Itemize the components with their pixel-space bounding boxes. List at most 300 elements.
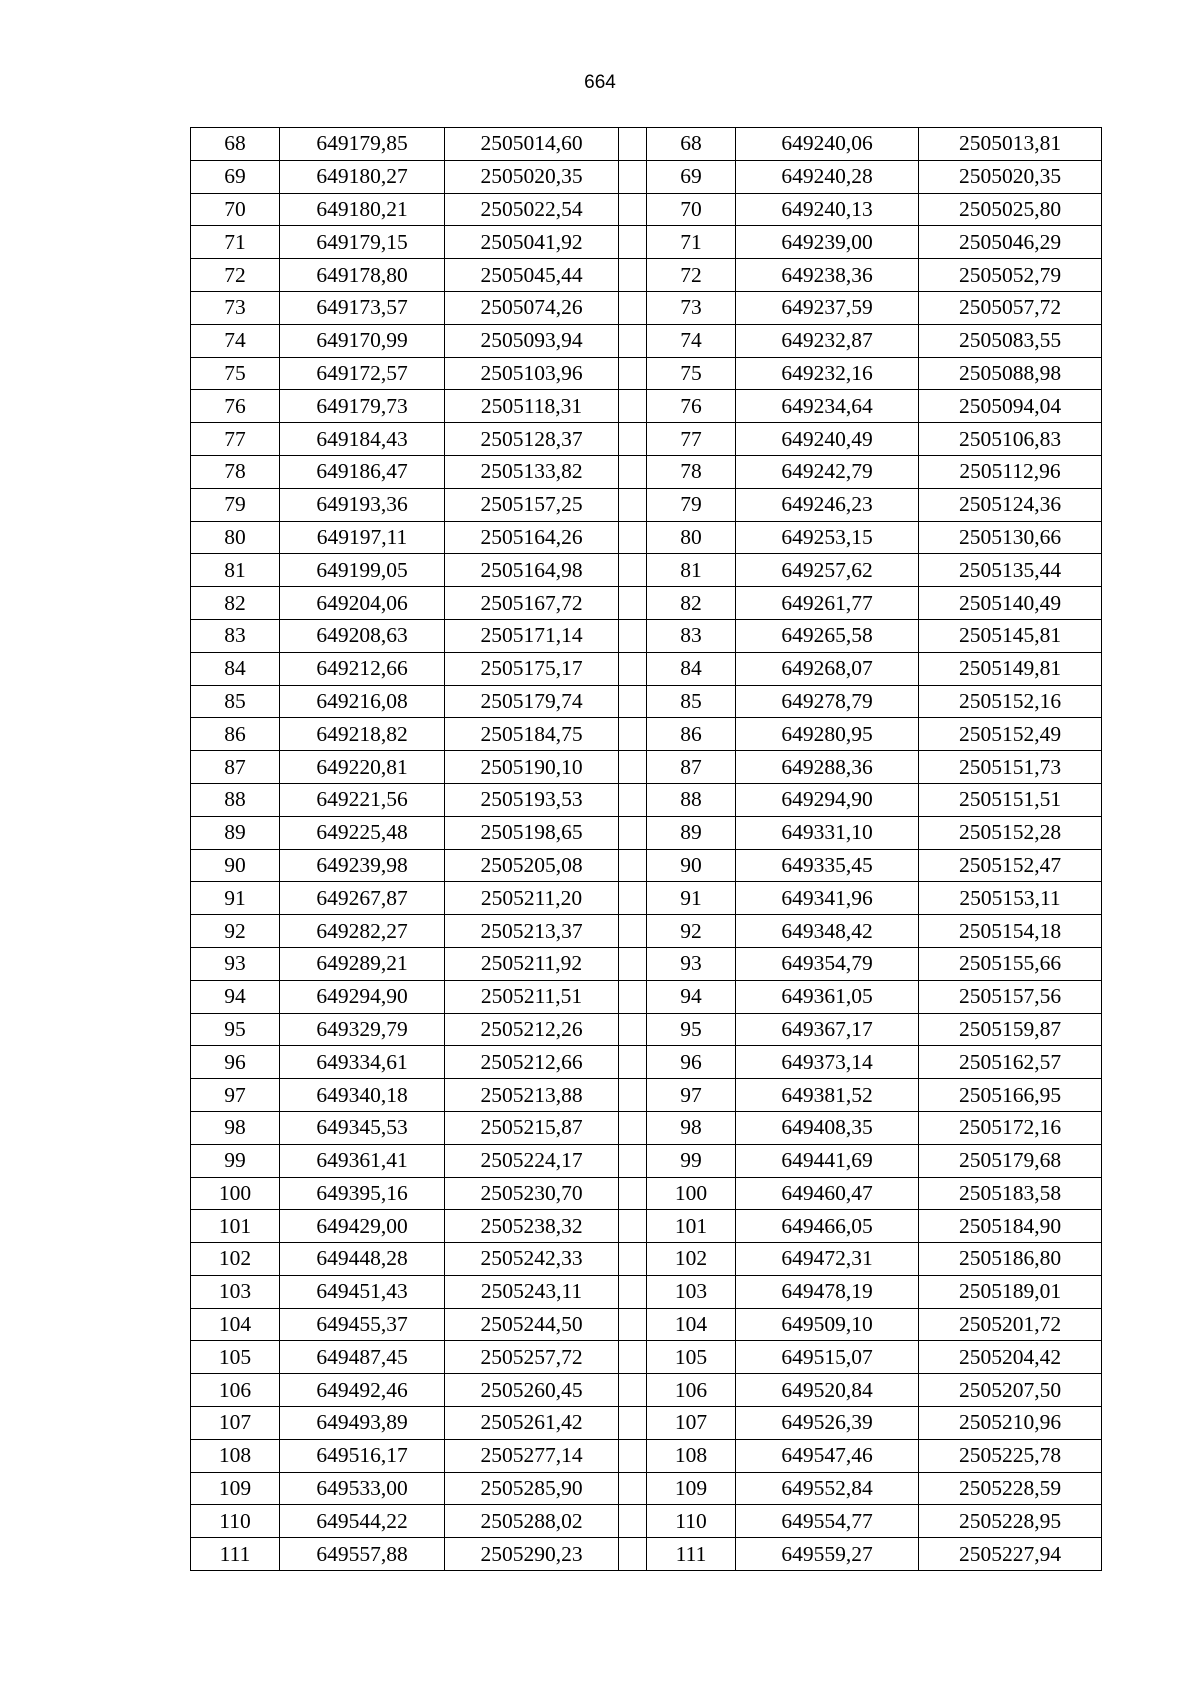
right-point-number: 69 xyxy=(647,160,736,193)
table-row xyxy=(191,488,1102,521)
left-y-coordinate: 2505242,33 xyxy=(445,1243,619,1276)
left-y-coordinate: 2505257,72 xyxy=(445,1341,619,1374)
right-x-coordinate: 649232,16 xyxy=(736,357,919,390)
left-x-coordinate: 649239,98 xyxy=(280,849,445,882)
separator-cell xyxy=(619,1144,647,1177)
left-point-number: 93 xyxy=(191,947,280,980)
left-x-coordinate: 649516,17 xyxy=(280,1439,445,1472)
separator-cell xyxy=(619,455,647,488)
left-point-number: 97 xyxy=(191,1079,280,1112)
left-x-coordinate: 649533,00 xyxy=(280,1472,445,1505)
right-x-coordinate: 649240,28 xyxy=(736,160,919,193)
left-point-number: 83 xyxy=(191,619,280,652)
table-row xyxy=(191,1079,1102,1112)
separator-cell xyxy=(619,226,647,259)
right-point-number: 108 xyxy=(647,1439,736,1472)
right-x-coordinate: 649361,05 xyxy=(736,980,919,1013)
left-point-number: 72 xyxy=(191,259,280,292)
separator-cell xyxy=(619,685,647,718)
right-x-coordinate: 649240,49 xyxy=(736,423,919,456)
separator-cell xyxy=(619,980,647,1013)
right-x-coordinate: 649268,07 xyxy=(736,652,919,685)
table-row xyxy=(191,1538,1102,1571)
right-point-number: 103 xyxy=(647,1275,736,1308)
left-y-coordinate: 2505260,45 xyxy=(445,1374,619,1407)
left-y-coordinate: 2505074,26 xyxy=(445,291,619,324)
right-point-number: 79 xyxy=(647,488,736,521)
coordinates-table xyxy=(190,127,1102,1571)
left-y-coordinate: 2505175,17 xyxy=(445,652,619,685)
left-y-coordinate: 2505211,92 xyxy=(445,947,619,980)
separator-cell xyxy=(619,1046,647,1079)
left-point-number: 105 xyxy=(191,1341,280,1374)
right-x-coordinate: 649408,35 xyxy=(736,1111,919,1144)
right-x-coordinate: 649261,77 xyxy=(736,587,919,620)
right-y-coordinate: 2505135,44 xyxy=(919,554,1102,587)
left-y-coordinate: 2505243,11 xyxy=(445,1275,619,1308)
right-x-coordinate: 649238,36 xyxy=(736,259,919,292)
left-y-coordinate: 2505288,02 xyxy=(445,1505,619,1538)
left-y-coordinate: 2505212,66 xyxy=(445,1046,619,1079)
left-point-number: 77 xyxy=(191,423,280,456)
right-point-number: 70 xyxy=(647,193,736,226)
left-x-coordinate: 649197,11 xyxy=(280,521,445,554)
right-y-coordinate: 2505112,96 xyxy=(919,455,1102,488)
right-y-coordinate: 2505046,29 xyxy=(919,226,1102,259)
right-x-coordinate: 649288,36 xyxy=(736,751,919,784)
right-point-number: 107 xyxy=(647,1407,736,1440)
right-y-coordinate: 2505166,95 xyxy=(919,1079,1102,1112)
left-y-coordinate: 2505205,08 xyxy=(445,849,619,882)
table-row xyxy=(191,390,1102,423)
left-point-number: 84 xyxy=(191,652,280,685)
right-y-coordinate: 2505151,51 xyxy=(919,783,1102,816)
table-row xyxy=(191,193,1102,226)
separator-cell xyxy=(619,882,647,915)
left-x-coordinate: 649180,27 xyxy=(280,160,445,193)
right-y-coordinate: 2505155,66 xyxy=(919,947,1102,980)
table-row xyxy=(191,1341,1102,1374)
left-y-coordinate: 2505118,31 xyxy=(445,390,619,423)
right-y-coordinate: 2505152,28 xyxy=(919,816,1102,849)
right-y-coordinate: 2505207,50 xyxy=(919,1374,1102,1407)
right-x-coordinate: 649348,42 xyxy=(736,915,919,948)
right-point-number: 90 xyxy=(647,849,736,882)
left-y-coordinate: 2505133,82 xyxy=(445,455,619,488)
left-y-coordinate: 2505184,75 xyxy=(445,718,619,751)
left-point-number: 95 xyxy=(191,1013,280,1046)
table-row xyxy=(191,1210,1102,1243)
left-x-coordinate: 649179,73 xyxy=(280,390,445,423)
right-y-coordinate: 2505154,18 xyxy=(919,915,1102,948)
left-y-coordinate: 2505213,37 xyxy=(445,915,619,948)
left-x-coordinate: 649487,45 xyxy=(280,1341,445,1374)
left-y-coordinate: 2505261,42 xyxy=(445,1407,619,1440)
table-row xyxy=(191,980,1102,1013)
left-x-coordinate: 649429,00 xyxy=(280,1210,445,1243)
table-row xyxy=(191,685,1102,718)
right-x-coordinate: 649237,59 xyxy=(736,291,919,324)
right-y-coordinate: 2505228,95 xyxy=(919,1505,1102,1538)
table-row xyxy=(191,1439,1102,1472)
table-row xyxy=(191,1505,1102,1538)
right-x-coordinate: 649472,31 xyxy=(736,1243,919,1276)
table-row xyxy=(191,1308,1102,1341)
left-y-coordinate: 2505285,90 xyxy=(445,1472,619,1505)
table-row xyxy=(191,1111,1102,1144)
right-point-number: 76 xyxy=(647,390,736,423)
separator-cell xyxy=(619,291,647,324)
right-point-number: 94 xyxy=(647,980,736,1013)
table-row xyxy=(191,1374,1102,1407)
left-y-coordinate: 2505277,14 xyxy=(445,1439,619,1472)
left-point-number: 96 xyxy=(191,1046,280,1079)
right-x-coordinate: 649239,00 xyxy=(736,226,919,259)
right-y-coordinate: 2505145,81 xyxy=(919,619,1102,652)
left-x-coordinate: 649193,36 xyxy=(280,488,445,521)
separator-cell xyxy=(619,554,647,587)
left-point-number: 101 xyxy=(191,1210,280,1243)
left-point-number: 110 xyxy=(191,1505,280,1538)
left-point-number: 111 xyxy=(191,1538,280,1571)
right-y-coordinate: 2505183,58 xyxy=(919,1177,1102,1210)
right-point-number: 93 xyxy=(647,947,736,980)
left-x-coordinate: 649289,21 xyxy=(280,947,445,980)
left-y-coordinate: 2505128,37 xyxy=(445,423,619,456)
table-row xyxy=(191,554,1102,587)
right-y-coordinate: 2505152,47 xyxy=(919,849,1102,882)
table-row xyxy=(191,128,1102,161)
right-point-number: 85 xyxy=(647,685,736,718)
right-y-coordinate: 2505057,72 xyxy=(919,291,1102,324)
left-x-coordinate: 649208,63 xyxy=(280,619,445,652)
table-row xyxy=(191,226,1102,259)
right-x-coordinate: 649373,14 xyxy=(736,1046,919,1079)
right-point-number: 82 xyxy=(647,587,736,620)
table-row xyxy=(191,718,1102,751)
right-x-coordinate: 649341,96 xyxy=(736,882,919,915)
left-point-number: 88 xyxy=(191,783,280,816)
right-x-coordinate: 649466,05 xyxy=(736,1210,919,1243)
right-x-coordinate: 649367,17 xyxy=(736,1013,919,1046)
right-x-coordinate: 649441,69 xyxy=(736,1144,919,1177)
right-y-coordinate: 2505130,66 xyxy=(919,521,1102,554)
left-y-coordinate: 2505020,35 xyxy=(445,160,619,193)
left-point-number: 99 xyxy=(191,1144,280,1177)
table-row xyxy=(191,1046,1102,1079)
right-x-coordinate: 649554,77 xyxy=(736,1505,919,1538)
table-row xyxy=(191,947,1102,980)
separator-cell xyxy=(619,1243,647,1276)
separator-cell xyxy=(619,423,647,456)
separator-cell xyxy=(619,1472,647,1505)
separator-cell xyxy=(619,521,647,554)
right-y-coordinate: 2505052,79 xyxy=(919,259,1102,292)
right-point-number: 80 xyxy=(647,521,736,554)
separator-cell xyxy=(619,1308,647,1341)
right-point-number: 100 xyxy=(647,1177,736,1210)
left-y-coordinate: 2505190,10 xyxy=(445,751,619,784)
left-x-coordinate: 649294,90 xyxy=(280,980,445,1013)
left-point-number: 74 xyxy=(191,324,280,357)
right-y-coordinate: 2505088,98 xyxy=(919,357,1102,390)
separator-cell xyxy=(619,619,647,652)
left-point-number: 98 xyxy=(191,1111,280,1144)
separator-cell xyxy=(619,816,647,849)
right-point-number: 86 xyxy=(647,718,736,751)
separator-cell xyxy=(619,488,647,521)
right-x-coordinate: 649240,13 xyxy=(736,193,919,226)
left-x-coordinate: 649267,87 xyxy=(280,882,445,915)
left-point-number: 78 xyxy=(191,455,280,488)
left-y-coordinate: 2505014,60 xyxy=(445,128,619,161)
left-x-coordinate: 649172,57 xyxy=(280,357,445,390)
separator-cell xyxy=(619,1538,647,1571)
right-y-coordinate: 2505201,72 xyxy=(919,1308,1102,1341)
right-point-number: 95 xyxy=(647,1013,736,1046)
left-x-coordinate: 649492,46 xyxy=(280,1374,445,1407)
right-point-number: 77 xyxy=(647,423,736,456)
right-y-coordinate: 2505227,94 xyxy=(919,1538,1102,1571)
left-point-number: 76 xyxy=(191,390,280,423)
right-point-number: 109 xyxy=(647,1472,736,1505)
table-row xyxy=(191,357,1102,390)
left-point-number: 79 xyxy=(191,488,280,521)
separator-cell xyxy=(619,1079,647,1112)
right-point-number: 92 xyxy=(647,915,736,948)
right-x-coordinate: 649257,62 xyxy=(736,554,919,587)
right-x-coordinate: 649354,79 xyxy=(736,947,919,980)
separator-cell xyxy=(619,1374,647,1407)
left-x-coordinate: 649225,48 xyxy=(280,816,445,849)
table-row xyxy=(191,751,1102,784)
left-point-number: 89 xyxy=(191,816,280,849)
table-row xyxy=(191,455,1102,488)
right-point-number: 73 xyxy=(647,291,736,324)
right-point-number: 97 xyxy=(647,1079,736,1112)
left-x-coordinate: 649180,21 xyxy=(280,193,445,226)
left-point-number: 91 xyxy=(191,882,280,915)
right-x-coordinate: 649331,10 xyxy=(736,816,919,849)
table-row xyxy=(191,619,1102,652)
table-row xyxy=(191,1407,1102,1440)
separator-cell xyxy=(619,1111,647,1144)
left-y-coordinate: 2505093,94 xyxy=(445,324,619,357)
right-point-number: 102 xyxy=(647,1243,736,1276)
table-row xyxy=(191,1144,1102,1177)
right-point-number: 99 xyxy=(647,1144,736,1177)
separator-cell xyxy=(619,1275,647,1308)
right-x-coordinate: 649547,46 xyxy=(736,1439,919,1472)
left-x-coordinate: 649220,81 xyxy=(280,751,445,784)
left-point-number: 103 xyxy=(191,1275,280,1308)
right-point-number: 101 xyxy=(647,1210,736,1243)
right-point-number: 104 xyxy=(647,1308,736,1341)
page-number: 664 xyxy=(584,72,616,93)
left-x-coordinate: 649544,22 xyxy=(280,1505,445,1538)
left-y-coordinate: 2505171,14 xyxy=(445,619,619,652)
left-x-coordinate: 649212,66 xyxy=(280,652,445,685)
coordinates-table-body xyxy=(191,128,1102,1571)
separator-cell xyxy=(619,390,647,423)
right-point-number: 91 xyxy=(647,882,736,915)
left-x-coordinate: 649179,85 xyxy=(280,128,445,161)
right-y-coordinate: 2505152,16 xyxy=(919,685,1102,718)
separator-cell xyxy=(619,652,647,685)
left-point-number: 87 xyxy=(191,751,280,784)
left-y-coordinate: 2505211,20 xyxy=(445,882,619,915)
left-x-coordinate: 649361,41 xyxy=(280,1144,445,1177)
right-y-coordinate: 2505124,36 xyxy=(919,488,1102,521)
table-row xyxy=(191,1472,1102,1505)
left-x-coordinate: 649199,05 xyxy=(280,554,445,587)
left-point-number: 73 xyxy=(191,291,280,324)
table-row xyxy=(191,915,1102,948)
table-row xyxy=(191,160,1102,193)
left-point-number: 90 xyxy=(191,849,280,882)
separator-cell xyxy=(619,947,647,980)
left-point-number: 68 xyxy=(191,128,280,161)
left-y-coordinate: 2505179,74 xyxy=(445,685,619,718)
separator-cell xyxy=(619,915,647,948)
right-point-number: 87 xyxy=(647,751,736,784)
right-y-coordinate: 2505204,42 xyxy=(919,1341,1102,1374)
left-y-coordinate: 2505103,96 xyxy=(445,357,619,390)
left-point-number: 102 xyxy=(191,1243,280,1276)
right-x-coordinate: 649232,87 xyxy=(736,324,919,357)
right-point-number: 98 xyxy=(647,1111,736,1144)
separator-cell xyxy=(619,1505,647,1538)
left-point-number: 100 xyxy=(191,1177,280,1210)
right-point-number: 83 xyxy=(647,619,736,652)
left-y-coordinate: 2505211,51 xyxy=(445,980,619,1013)
separator-cell xyxy=(619,1407,647,1440)
separator-cell xyxy=(619,751,647,784)
left-x-coordinate: 649218,82 xyxy=(280,718,445,751)
right-point-number: 81 xyxy=(647,554,736,587)
right-x-coordinate: 649280,95 xyxy=(736,718,919,751)
left-point-number: 70 xyxy=(191,193,280,226)
table-row xyxy=(191,783,1102,816)
right-y-coordinate: 2505172,16 xyxy=(919,1111,1102,1144)
left-x-coordinate: 649184,43 xyxy=(280,423,445,456)
table-row xyxy=(191,423,1102,456)
left-y-coordinate: 2505022,54 xyxy=(445,193,619,226)
right-point-number: 89 xyxy=(647,816,736,849)
table-row xyxy=(191,1013,1102,1046)
right-y-coordinate: 2505149,81 xyxy=(919,652,1102,685)
right-point-number: 84 xyxy=(647,652,736,685)
left-point-number: 82 xyxy=(191,587,280,620)
right-point-number: 105 xyxy=(647,1341,736,1374)
left-x-coordinate: 649455,37 xyxy=(280,1308,445,1341)
right-y-coordinate: 2505153,11 xyxy=(919,882,1102,915)
right-point-number: 106 xyxy=(647,1374,736,1407)
left-point-number: 106 xyxy=(191,1374,280,1407)
right-x-coordinate: 649460,47 xyxy=(736,1177,919,1210)
table-row xyxy=(191,1275,1102,1308)
left-y-coordinate: 2505290,23 xyxy=(445,1538,619,1571)
right-x-coordinate: 649526,39 xyxy=(736,1407,919,1440)
right-x-coordinate: 649552,84 xyxy=(736,1472,919,1505)
left-x-coordinate: 649221,56 xyxy=(280,783,445,816)
left-y-coordinate: 2505213,88 xyxy=(445,1079,619,1112)
right-y-coordinate: 2505083,55 xyxy=(919,324,1102,357)
separator-cell xyxy=(619,1177,647,1210)
table-row xyxy=(191,521,1102,554)
left-x-coordinate: 649493,89 xyxy=(280,1407,445,1440)
left-point-number: 85 xyxy=(191,685,280,718)
right-x-coordinate: 649234,64 xyxy=(736,390,919,423)
left-point-number: 71 xyxy=(191,226,280,259)
left-y-coordinate: 2505230,70 xyxy=(445,1177,619,1210)
left-point-number: 81 xyxy=(191,554,280,587)
left-y-coordinate: 2505224,17 xyxy=(445,1144,619,1177)
separator-cell xyxy=(619,849,647,882)
right-y-coordinate: 2505228,59 xyxy=(919,1472,1102,1505)
left-y-coordinate: 2505244,50 xyxy=(445,1308,619,1341)
left-x-coordinate: 649282,27 xyxy=(280,915,445,948)
right-x-coordinate: 649242,79 xyxy=(736,455,919,488)
table-row xyxy=(191,882,1102,915)
table-row xyxy=(191,324,1102,357)
separator-cell xyxy=(619,259,647,292)
right-point-number: 78 xyxy=(647,455,736,488)
right-y-coordinate: 2505020,35 xyxy=(919,160,1102,193)
right-point-number: 68 xyxy=(647,128,736,161)
right-y-coordinate: 2505106,83 xyxy=(919,423,1102,456)
table-row xyxy=(191,1243,1102,1276)
right-point-number: 74 xyxy=(647,324,736,357)
right-y-coordinate: 2505162,57 xyxy=(919,1046,1102,1079)
left-y-coordinate: 2505045,44 xyxy=(445,259,619,292)
table-row xyxy=(191,259,1102,292)
left-x-coordinate: 649334,61 xyxy=(280,1046,445,1079)
left-y-coordinate: 2505164,26 xyxy=(445,521,619,554)
right-y-coordinate: 2505140,49 xyxy=(919,587,1102,620)
left-y-coordinate: 2505198,65 xyxy=(445,816,619,849)
right-point-number: 75 xyxy=(647,357,736,390)
right-x-coordinate: 649265,58 xyxy=(736,619,919,652)
left-point-number: 80 xyxy=(191,521,280,554)
right-x-coordinate: 649335,45 xyxy=(736,849,919,882)
separator-cell xyxy=(619,324,647,357)
right-x-coordinate: 649520,84 xyxy=(736,1374,919,1407)
left-x-coordinate: 649204,06 xyxy=(280,587,445,620)
separator-cell xyxy=(619,1439,647,1472)
table-row xyxy=(191,587,1102,620)
left-point-number: 75 xyxy=(191,357,280,390)
separator-cell xyxy=(619,357,647,390)
right-y-coordinate: 2505225,78 xyxy=(919,1439,1102,1472)
right-x-coordinate: 649559,27 xyxy=(736,1538,919,1571)
right-x-coordinate: 649253,15 xyxy=(736,521,919,554)
left-x-coordinate: 649216,08 xyxy=(280,685,445,718)
right-y-coordinate: 2505184,90 xyxy=(919,1210,1102,1243)
left-point-number: 108 xyxy=(191,1439,280,1472)
right-x-coordinate: 649278,79 xyxy=(736,685,919,718)
right-y-coordinate: 2505013,81 xyxy=(919,128,1102,161)
left-point-number: 104 xyxy=(191,1308,280,1341)
right-y-coordinate: 2505025,80 xyxy=(919,193,1102,226)
left-point-number: 69 xyxy=(191,160,280,193)
separator-cell xyxy=(619,783,647,816)
left-x-coordinate: 649395,16 xyxy=(280,1177,445,1210)
left-x-coordinate: 649186,47 xyxy=(280,455,445,488)
separator-cell xyxy=(619,160,647,193)
left-x-coordinate: 649179,15 xyxy=(280,226,445,259)
table-row xyxy=(191,652,1102,685)
